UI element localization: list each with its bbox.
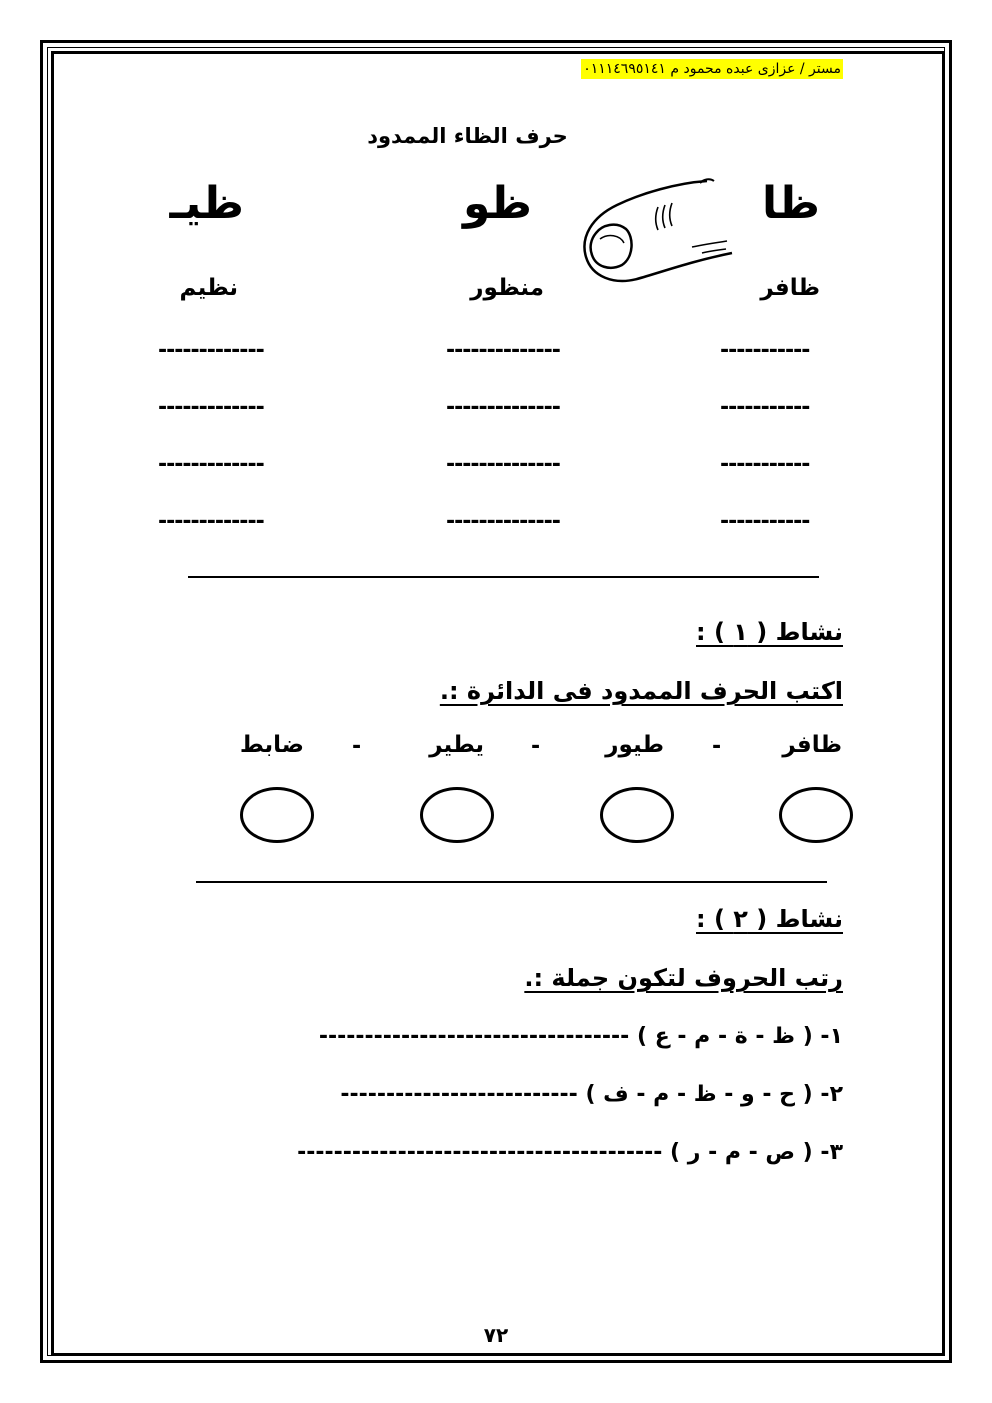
choice-word: ظافر	[782, 732, 842, 758]
activity1-heading: نشاط ( ١ ) :	[696, 618, 843, 646]
section-divider	[188, 576, 819, 578]
activity2-heading: نشاط ( ٢ ) :	[696, 905, 843, 933]
writing-line: --------------	[446, 338, 560, 363]
writing-line: -----------	[720, 338, 810, 363]
page-title: حرف الظاء الممدود	[367, 124, 568, 148]
word-separator: -	[531, 734, 541, 759]
word-nazeem: نظيم	[179, 275, 238, 301]
word-manzour: منظور	[470, 275, 544, 301]
exercise-letters: ( ص - م - ر )	[670, 1140, 813, 1165]
writing-line: -------------	[158, 395, 264, 420]
writing-line: -----------	[720, 452, 810, 477]
writing-line: --------------	[446, 395, 560, 420]
writing-line: -----------	[720, 395, 810, 420]
answer-circle[interactable]	[240, 787, 314, 843]
exercise-number: ٢-	[820, 1082, 843, 1107]
word-zafer: ظافر	[760, 275, 820, 301]
activity2-instruction: رتب الحروف لتكون جملة :.	[524, 964, 843, 992]
letter-alif: ظا	[762, 178, 820, 229]
teacher-name-banner: مستر / عزازى عبده محمود م ٠١١١٤٦٩٥١٤١	[583, 61, 841, 77]
activity1-instruction: اكتب الحرف الممدود فى الدائرة :.	[439, 677, 843, 705]
letter-waw: ظو	[462, 178, 532, 229]
answer-line[interactable]: ----------------------------------------	[297, 1140, 663, 1165]
exercise-letters: ( ح - و - ظ - م - ف )	[585, 1082, 813, 1107]
exercise-row	[340, 1082, 843, 1107]
fingernail-icon	[582, 175, 742, 300]
choice-word: طيور	[605, 732, 664, 758]
exercise-letters: ( ظ - ة - م - ع )	[636, 1024, 813, 1049]
answer-line[interactable]: ----------------------------------	[318, 1024, 630, 1049]
writing-line: -----------	[720, 509, 810, 534]
exercise-number: ٣-	[820, 1140, 843, 1165]
writing-line: -------------	[158, 509, 264, 534]
exercise-row	[297, 1140, 843, 1165]
answer-circle[interactable]	[600, 787, 674, 843]
section-divider	[196, 881, 827, 883]
letter-ya: ظيـ	[169, 178, 244, 229]
writing-line: -------------	[158, 338, 264, 363]
writing-line: --------------	[446, 452, 560, 477]
answer-circle[interactable]	[420, 787, 494, 843]
word-separator: -	[352, 734, 362, 759]
writing-line: --------------	[446, 509, 560, 534]
exercise-row	[319, 1024, 843, 1049]
word-separator: -	[712, 734, 722, 759]
writing-line: -------------	[158, 452, 264, 477]
answer-line[interactable]: --------------------------	[340, 1082, 578, 1107]
answer-circle[interactable]	[779, 787, 853, 843]
choice-word: ضابط	[239, 732, 304, 758]
exercise-number: ١-	[820, 1024, 843, 1049]
choice-word: يطير	[429, 732, 484, 758]
page-number: ٧٢	[483, 1323, 509, 1347]
